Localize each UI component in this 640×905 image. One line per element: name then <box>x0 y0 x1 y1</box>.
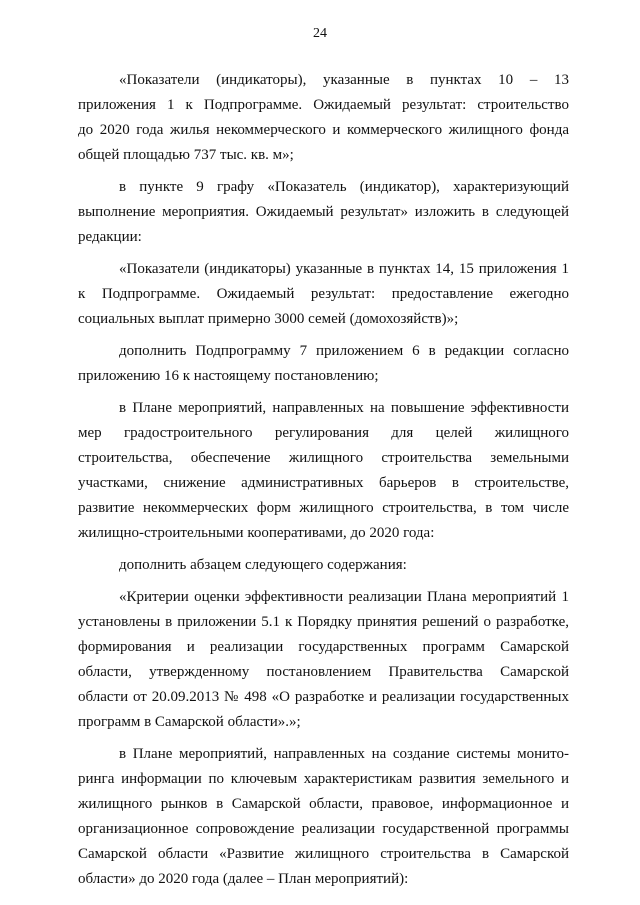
text-line: формирования и реализации государственных программ Самарской <box>78 639 569 655</box>
text-line: области, утвержденному постановлением Правительства Самарской <box>78 664 569 680</box>
text-line: «Показатели (индикаторы), указанные в пунктах 10 – 13 <box>119 72 569 88</box>
text-line: жилищно-строительными кооперативами, до 2020 года: <box>78 525 435 541</box>
text-line: Самарской области «Развитие жилищного строительства в Самарской <box>78 846 569 862</box>
text-line: ринга информации по ключевым характеристикам развития земельного и <box>78 771 569 787</box>
text-line: развитие некоммерческих форм жилищного строительства, в том числе <box>78 500 569 516</box>
text-line: до 2020 года жилья некоммерческого и коммерческого жилищного фонда <box>78 122 569 138</box>
text-line: «Критерии оценки эффективности реализации Плана мероприятий 1 <box>119 589 569 605</box>
paragraph <box>78 742 569 892</box>
text-line: к Подпрограмме. Ожидаемый результат: предоставление ежегодно <box>78 286 569 302</box>
text-line: организационное сопровождение реализации государственной программы <box>78 821 569 837</box>
paragraph <box>78 553 569 578</box>
paragraph <box>78 396 569 546</box>
text-line: установлены в приложении 5.1 к Порядку принятия решений о разработке, <box>78 614 569 630</box>
text-line: области от 20.09.2013 № 498 «О разработке и реализации государственных <box>78 689 569 705</box>
text-line: в Плане мероприятий, направленных на повышение эффективности <box>119 400 569 416</box>
paragraph <box>78 257 569 332</box>
text-line: участками, снижение административных барьеров в строительстве, <box>78 475 569 491</box>
text-line: общей площадью 737 тыс. кв. м»; <box>78 147 294 163</box>
text-line: области» до 2020 года (далее – План мероприятий): <box>78 871 409 887</box>
text-line: строительства, обеспечение жилищного строительства земельными <box>78 450 569 466</box>
text-line: социальных выплат примерно 3000 семей (домохозяйств)»; <box>78 311 459 327</box>
text-line: дополнить Подпрограмму 7 приложением 6 в редакции согласно <box>119 343 569 359</box>
text-line: мер градостроительного регулирования для целей жилищного <box>78 425 569 441</box>
page-number: 24 <box>313 26 327 41</box>
paragraph <box>78 175 569 250</box>
text-line: приложения 1 к Подпрограмме. Ожидаемый результат: строительство <box>78 97 569 113</box>
text-line: жилищного рынков в Самарской области, правовое, информационное и <box>78 796 569 812</box>
text-line: приложению 16 к настоящему постановлению; <box>78 368 379 384</box>
text-line: дополнить абзацем следующего содержания: <box>119 557 407 573</box>
document-body <box>78 68 569 892</box>
text-line: выполнение мероприятия. Ожидаемый результат» изложить в следующей <box>78 204 569 220</box>
paragraph <box>78 68 569 168</box>
paragraph <box>78 339 569 389</box>
paragraph <box>78 585 569 735</box>
text-line: «Показатели (индикаторы) указанные в пунктах 14, 15 приложения 1 <box>119 261 569 277</box>
text-line: редакции: <box>78 229 142 245</box>
text-line: программ в Самарской области».»; <box>78 714 301 730</box>
text-line: в Плане мероприятий, направленных на создание системы монито- <box>119 746 569 762</box>
text-line: в пункте 9 графу «Показатель (индикатор), характеризующий <box>119 179 569 195</box>
